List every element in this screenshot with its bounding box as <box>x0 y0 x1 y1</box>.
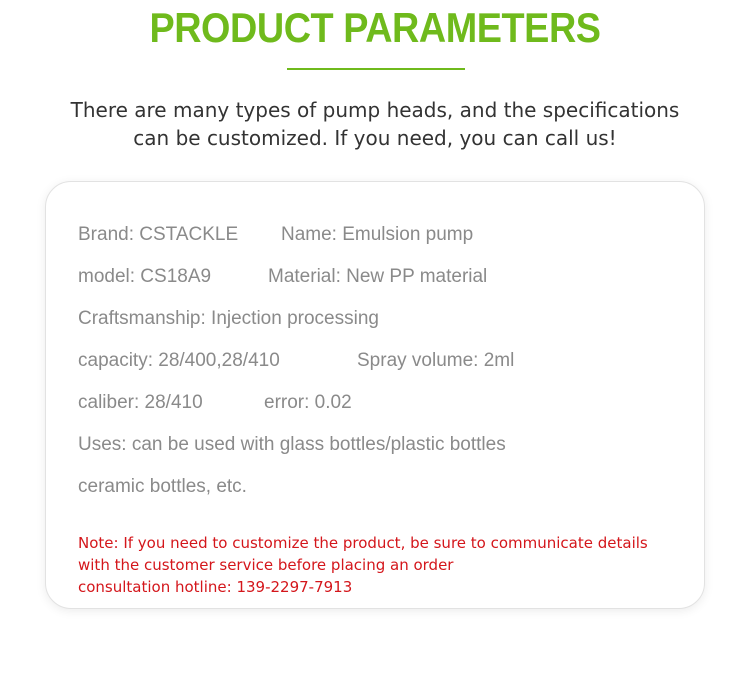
note-line-2: with the customer service before placing an order <box>78 556 454 574</box>
spec-brand: Brand: CSTACKLE <box>78 224 239 245</box>
spec-spray-volume: Spray volume: 2ml <box>357 350 515 371</box>
note-hotline: consultation hotline: 139-2297-7913 <box>78 578 353 596</box>
parameters-card <box>45 181 705 609</box>
spec-uses-continued: ceramic bottles, etc. <box>78 476 247 497</box>
spec-name: Name: Emulsion pump <box>281 224 474 245</box>
customization-note <box>78 532 648 598</box>
spec-model: model: CS18A9 <box>78 266 212 287</box>
intro-line-2: can be customized. If you need, you can call us! <box>133 126 617 150</box>
spec-material: Material: New PP material <box>268 266 488 287</box>
title-underline <box>287 68 465 70</box>
spec-craftsmanship: Craftsmanship: Injection processing <box>78 308 379 329</box>
spec-uses: Uses: can be used with glass bottles/plastic bottles <box>78 434 506 455</box>
intro-line-1: There are many types of pump heads, and the specifications <box>70 98 680 122</box>
page-title: PRODUCT PARAMETERS <box>149 4 601 51</box>
intro-text <box>0 96 750 152</box>
spec-caliber: caliber: 28/410 <box>78 392 203 413</box>
spec-capacity: capacity: 28/400,28/410 <box>78 350 280 371</box>
spec-error: error: 0.02 <box>264 392 352 413</box>
note-line-1: Note: If you need to customize the product, be sure to communicate details <box>78 534 648 552</box>
